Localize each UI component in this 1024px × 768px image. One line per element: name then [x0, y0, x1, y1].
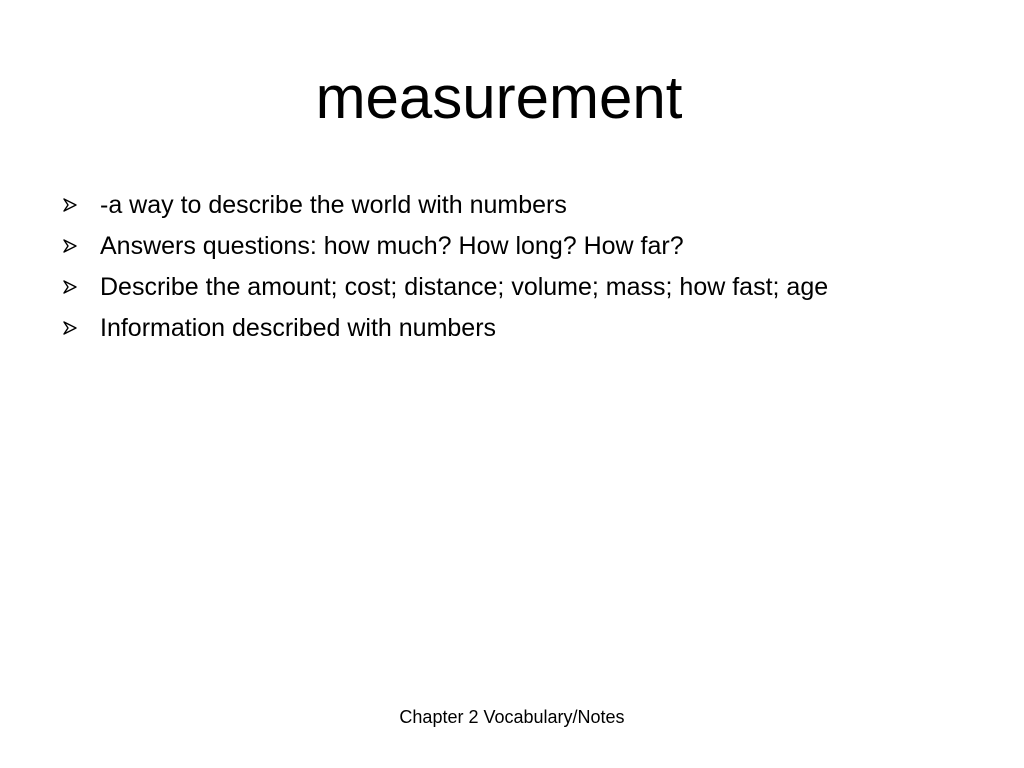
arrow-bullet-icon — [62, 320, 100, 336]
bullet-text: Information described with numbers — [100, 313, 497, 342]
bullet-text: -a way to describe the world with numbers — [100, 190, 567, 219]
bullet-list — [62, 184, 1002, 348]
arrow-bullet-icon — [62, 197, 100, 213]
bullet-text: Answers questions: how much? How long? How far? — [100, 231, 684, 260]
arrow-bullet-icon — [62, 279, 100, 295]
slide-title: measurement — [315, 64, 683, 131]
bullet-text: Describe the amount; cost; distance; volume; mass; how fast; age — [100, 272, 829, 301]
list-item — [62, 184, 1002, 225]
arrow-bullet-icon — [62, 238, 100, 254]
list-item — [62, 266, 1002, 307]
list-item — [62, 307, 1002, 348]
list-item — [62, 225, 1002, 266]
slide-footer: Chapter 2 Vocabulary/Notes — [399, 707, 625, 727]
